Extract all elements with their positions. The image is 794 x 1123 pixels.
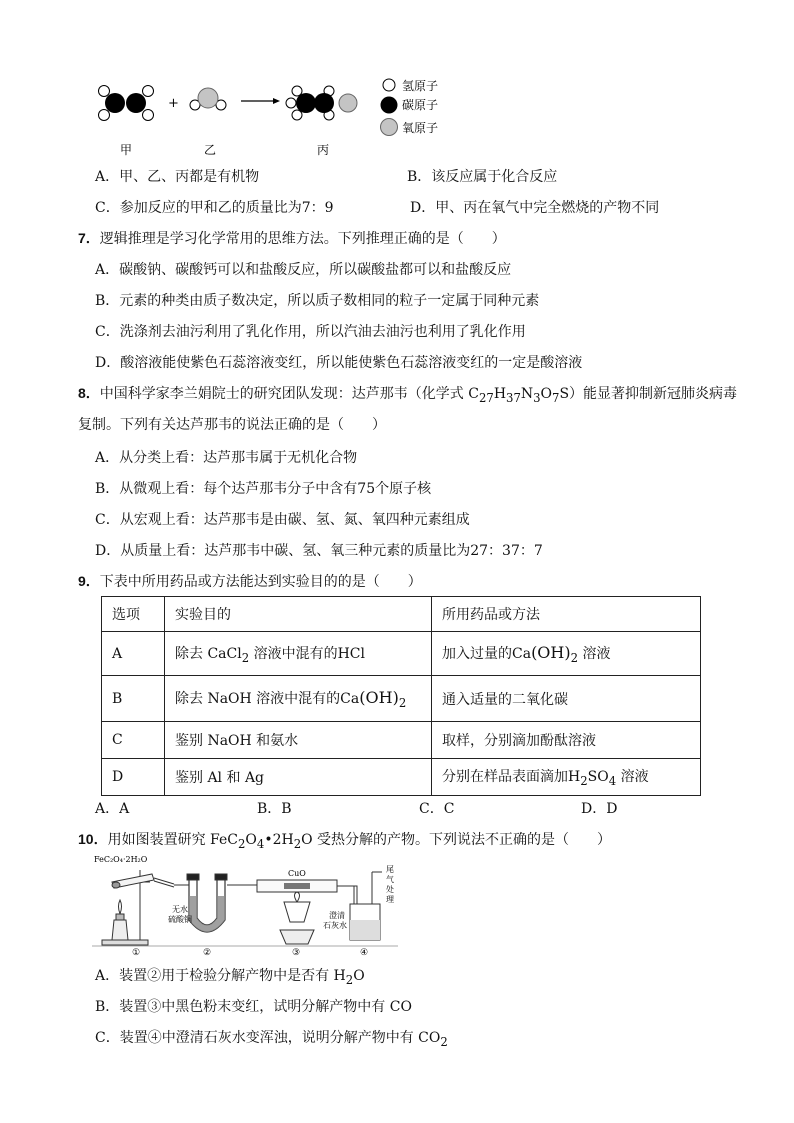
aim-text: 溶液中混有的HCl [249,645,365,662]
table-header-row [102,597,701,632]
q9-stem [78,571,422,591]
aim-text: 除去 NaOH 溶液中混有的Ca [175,690,360,707]
aim-text: (OH) [359,687,399,707]
limewater-label-1: 澄清 [329,911,345,920]
q10-sub: 4 [256,836,265,851]
mark-1: ① [132,948,141,958]
method-sub: 2 [580,773,588,788]
method-text: 分别在样品表面滴加H [442,769,581,786]
q8-stem-line1 [78,383,737,405]
aim-text: 除去 CaCl [175,645,242,662]
q8-sub: 3 [533,390,541,405]
limewater-bottle [350,872,382,940]
mark-4: ④ [360,948,369,958]
header-method: 所用药品或方法 [432,597,701,632]
q7-option-a: A．碳酸钠、碳酸钙可以和盐酸反应，所以碳酸盐都可以和盐酸反应 [95,262,512,278]
table-row [102,632,701,676]
cell-aim: 鉴别 Al 和 Ag [165,759,432,796]
q10-text: •2H [264,832,294,848]
apparatus-formula: FeC₂O₄·2H₂O [94,855,148,864]
tail-gas-label-2: 气 [386,875,394,884]
q9-option-c: C．C [419,801,455,817]
mark-3: ③ [292,948,301,958]
method-text: 加入过量的Ca [442,645,532,662]
q8-text-h: H [493,386,507,402]
q10-stem [78,829,611,851]
q10-number: 10． [78,831,108,847]
q6-option-c: C．参加反应的甲和乙的质量比为7：9 [95,200,334,216]
legend-oxygen: 氧原子 [402,121,439,135]
q10-text: O 受热分解的产物。下列说法不正确的是（ ） [301,832,612,848]
cell-option: A [102,632,165,676]
cell-aim [165,676,432,722]
q8-sub: 37 [506,390,521,405]
tail-gas-label-3: 处 [386,885,394,894]
cuo-label: CuO [288,869,306,878]
q8-text-s: S）能显著抑制新冠肺炎病毒 [559,386,738,402]
table-row [102,722,701,759]
mark-2: ② [203,948,212,958]
q7-option-b: B．元素的种类由质子数决定，所以质子数相同的粒子一定属于同种元素 [95,293,540,309]
table-row [102,676,701,722]
reaction-arrow [241,98,280,104]
q10-option-a-text: A．装置②用于检验分解产物中是否有 H [95,968,346,984]
cell-method: 取样，分别滴加酚酞溶液 [432,722,701,759]
stand-and-burner [102,870,174,945]
q8-option-b: B．从微观上看：每个达芦那韦分子中含有75个原子核 [95,481,432,497]
q9-text: 下表中所用药品或方法能达到实验目的的是（ ） [99,574,422,590]
q9-option-b: B．B [257,801,292,817]
q7-text: 逻辑推理是学习化学常用的思维方法。下列推理正确的是（ ） [99,231,506,247]
aim-sub: 2 [398,695,407,710]
q8-option-a: A．从分类上看：达芦那韦属于无机化合物 [95,450,358,466]
q8-option-c: C．从宏观上看：达芦那韦是由碳、氢、氮、氧四种元素组成 [95,512,470,528]
cell-option: C [102,722,165,759]
legend-hydrogen: 氢原子 [402,79,439,93]
atom-legend [381,79,439,136]
q6-option-a: A．甲、乙、丙都是有机物 [95,169,260,185]
anhydrous-label-2: 硫酸铜 [168,915,192,924]
limewater-label-2: 石灰水 [323,921,347,930]
reaction-diagram [88,78,458,158]
molecule-jia [99,86,154,121]
q7-stem [78,228,506,248]
q10-option-a-sub: 2 [345,972,354,987]
q10-option-c-sub: 2 [440,1034,448,1049]
q9-option-a: A．A [95,801,130,817]
cell-method: 通入适量的二氧化碳 [432,676,701,722]
q8-number: 8． [78,385,100,401]
label-yi: 乙 [204,143,217,157]
aim-sub: 2 [241,650,250,665]
q7-option-c: C．洗涤剂去油污利用了乳化作用，所以汽油去油污也利用了乳化作用 [95,324,526,340]
q9-option-d: D．D [581,801,618,817]
q10-sub: 2 [293,836,302,851]
q8-sub: 7 [552,390,560,405]
q10-option-a [95,965,365,987]
q8-option-d: D．从质量上看：达芦那韦中碳、氢、氧三种元素的质量比为27：37：7 [95,543,543,559]
method-text: 溶液 [578,645,611,662]
plus-sign: + [168,96,179,111]
apparatus-diagram [92,852,412,960]
q10-text: 用如图装置研究 FeC [107,832,238,848]
method-sub: 2 [570,650,579,665]
q8-text-o: O [540,386,553,402]
q7-number: 7． [78,230,100,246]
method-text: SO [587,769,609,786]
q8-sub: 27 [478,390,494,405]
q8-text-n: N [520,386,534,402]
q8-stem-line2: 复制。下列有关达芦那韦的说法正确的是（ ） [78,417,386,433]
label-bing: 丙 [317,143,330,157]
q9-number: 9． [78,573,100,589]
cell-aim [165,632,432,676]
q10-text: O [245,832,257,848]
q7-option-d: D．酸溶液能使紫色石蕊溶液变红，所以能使紫色石蕊溶液变红的一定是酸溶液 [95,355,583,371]
anhydrous-label-1: 无水 [172,905,188,914]
cell-option: B [102,676,165,722]
q6-option-d: D．甲、丙在氧气中完全燃烧的产物不同 [410,200,660,216]
q9-table [101,596,701,796]
q10-option-b: B．装置③中黑色粉末变红，试明分解产物中有 CO [95,999,412,1015]
molecule-yi [190,88,226,110]
q10-option-a-text: O [353,968,365,984]
tail-gas-label-4: 理 [386,895,394,904]
label-jia: 甲 [120,143,133,157]
q10-option-c [95,1027,448,1049]
cell-aim: 鉴别 NaOH 和氨水 [165,722,432,759]
cell-option: D [102,759,165,796]
method-text: 溶液 [616,769,649,786]
q6-option-b: B．该反应属于化合反应 [407,169,558,185]
q10-option-c-text: C．装置④中澄清石灰水变浑浊，说明分解产物中有 CO [95,1030,441,1046]
cell-method [432,759,701,796]
header-aim: 实验目的 [165,597,432,632]
q8-text-a: 中国科学家李兰娟院士的研究团队发现：达芦那韦（化学式 C [99,386,479,402]
legend-carbon: 碳原子 [402,98,439,112]
method-sub: 4 [608,773,617,788]
q10-sub: 2 [237,836,246,851]
method-text: (OH) [531,642,571,662]
molecule-bing [286,86,357,120]
cell-method [432,632,701,676]
tail-gas-label-1: 尾 [386,865,394,874]
table-row [102,759,701,796]
header-option: 选项 [102,597,165,632]
